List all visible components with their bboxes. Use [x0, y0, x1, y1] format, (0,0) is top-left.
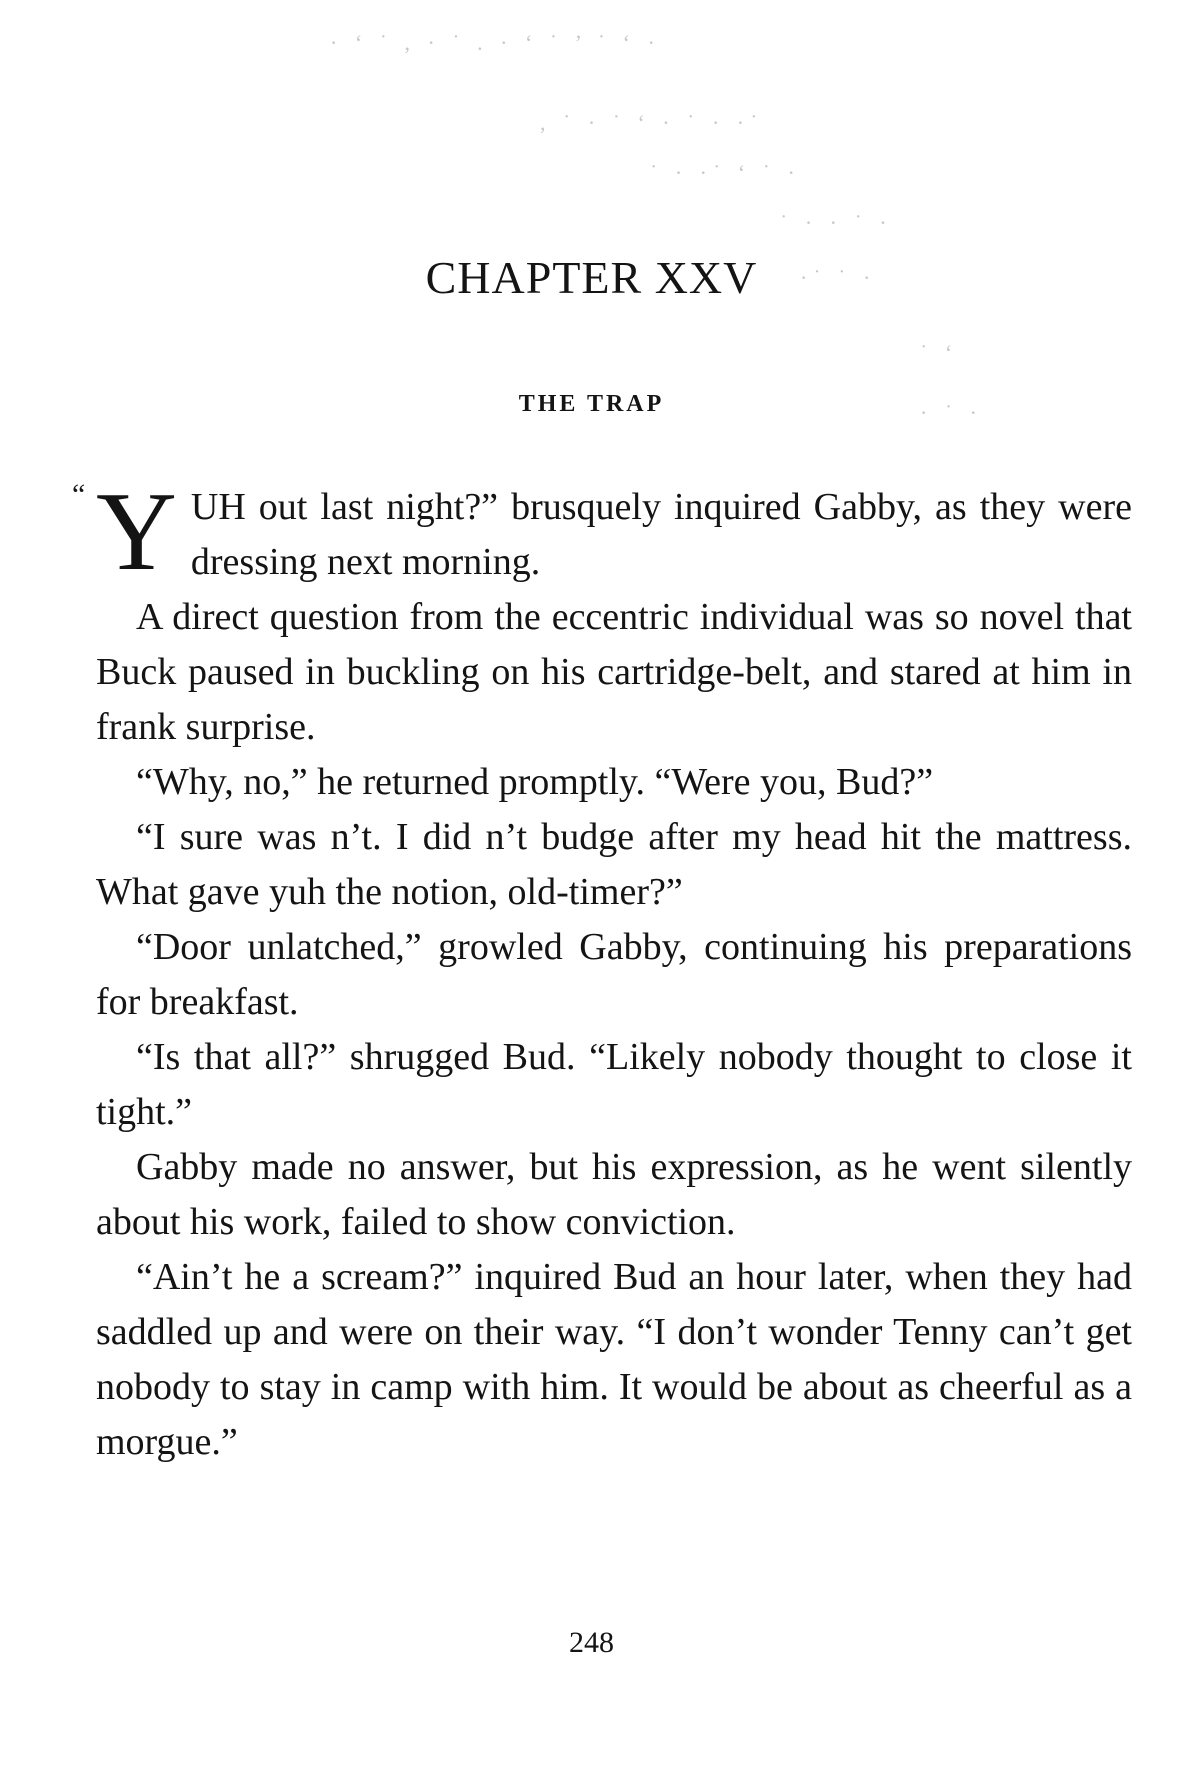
show-through-marks: · ‘ ˙ , · ˙ . · ‘ ˙ ’ ˙ ‘ · [330, 30, 661, 55]
opening-text: UH out last night?” brusquely inquired Gabby, as they were dressing next morning. [190, 486, 1132, 583]
paragraph: “Ain’t he a scream?” inquired Bud an hour later, when they had saddled up and were on their way. “I don’t wonder Tenny can’t get nobody to stay in camp with him. It would be about as cheerful as a morgue.” [96, 1256, 1132, 1463]
opening-quote-mark: “ [72, 478, 86, 511]
paragraph: “Is that all?” shrugged Bud. “Likely nobody thought to close it tight.” [96, 1036, 1132, 1133]
show-through-marks: , ˙ · ˙ ‘ · ˙ · ·˙ [540, 110, 764, 135]
paragraph: “Why, no,” he returned promptly. “Were you, Bud?” [136, 761, 934, 803]
show-through-marks: ˙ · · ˙ · [780, 210, 893, 235]
paragraph: Gabby made no answer, but his expression, as he went silently about his work, failed to show conviction. [96, 1146, 1132, 1243]
chapter-heading: CHAPTER XXV [425, 252, 758, 303]
chapter-title: THE TRAP [518, 391, 665, 417]
show-through-marks: ˙ · ·˙ ‘ ˙ · [650, 160, 801, 185]
page-number: 248 [569, 1626, 614, 1659]
drop-cap: Y [96, 470, 177, 594]
show-through-marks: ·˙ ˙ · [800, 265, 877, 290]
chapter-body [96, 470, 1132, 1470]
show-through-marks: · ˙ · [920, 400, 983, 425]
opening-paragraph [96, 470, 1132, 594]
show-through-marks: ˙ ‘ [920, 340, 959, 365]
paragraph: A direct question from the eccentric individual was so novel that Buck paused in buckling on his cartridge-belt, and stared at him in frank surprise. [96, 596, 1132, 748]
paragraph: “I sure was n’t. I did n’t budge after my head hit the mattress. What gave yuh the notion, old-timer?” [96, 816, 1132, 913]
paragraph: “Door unlatched,” growled Gabby, continuing his preparations for breakfast. [96, 926, 1132, 1023]
